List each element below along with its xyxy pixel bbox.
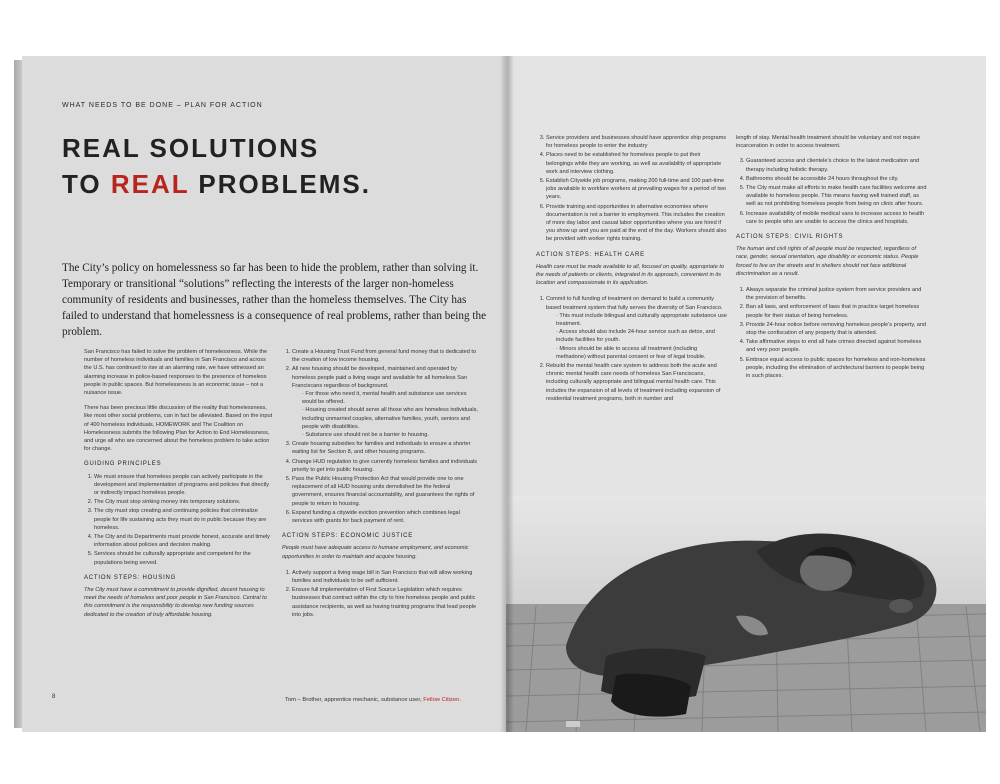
sub-item: · Substance use should not be a barrier to housing. xyxy=(302,432,429,439)
list-item: 6. Expand funding a citywide eviction prevention which combines legal services with grants for back payment of rent. xyxy=(292,509,478,525)
list-item: 6. Increase availability of mobile medical vans to increase access to health care to people who are unable to access the clinics and hospitals. xyxy=(746,210,928,226)
list-item: 1. We must ensure that homeless people can actively participate in the development and implementation of programs and policies that directly or indirectly impact homeless people. xyxy=(94,473,274,498)
list-item: 3. Create housing subsidies for families and individuals to ensure a shorter waiting list for Section 8, and other housing programs. xyxy=(292,440,478,456)
headline-line2-post: PROBLEMS. xyxy=(189,169,371,199)
column-3 xyxy=(536,134,728,410)
page-number: 8 xyxy=(52,694,56,700)
column-1 xyxy=(84,348,274,627)
list-item: 3. Guaranteed access and clientele’s choice to the latest medication and therapy including holistic therapy. xyxy=(746,157,928,173)
economic-justice-list xyxy=(282,569,478,619)
list-item xyxy=(546,295,728,361)
column-2 xyxy=(282,348,478,626)
list-item: 3. Provide 24-hour notice before removing homeless people’s property, and stop the confiscation of any property that is attended. xyxy=(746,321,928,337)
headline-red-word: REAL xyxy=(110,169,190,199)
list-item: 5. Embrace equal access to public spaces for homeless and non-homeless people, including the elimination of architectural barriers to people being in such places. xyxy=(746,356,928,381)
list-item: 4. The City and its Departments must provide honest, accurate and timely information about policies and decision making. xyxy=(94,533,274,549)
column-4 xyxy=(736,134,928,387)
headline-line2-pre: TO xyxy=(62,169,111,199)
caption-text: Tom – Brother, apprentice mechanic, substance user, xyxy=(285,697,424,703)
section-kicker: WHAT NEEDS TO BE DONE – PLAN FOR ACTION xyxy=(62,102,263,109)
intro-paragraph-1: San Francisco has failed to solve the problem of homelessness. While the number of homeless individuals and families in San Francisco and across the U.S. has continued to rise at an alarming rate, we have witnessed an alarming increase in police-based responses to the presence of homeless people in public spaces. But homelessness is an economic issue – not a nuisance issue. xyxy=(84,349,268,397)
sub-item: · Housing created should serve all those who are homeless individuals, including unmarried couples, alternative families, youth, seniors and people with disabilities. xyxy=(302,407,478,430)
list-item: 2. Ensure full implementation of First Source Legislation which requires businesses that contract within the city to hire homeless people and public assistance recipients, as well as having training programs that lead people into jobs. xyxy=(292,586,478,619)
list-item: 2. Rebuild the mental health care system to address both the acute and chronic mental health care needs of homeless San Franciscans, including culturally appropriate and bilingual mental health care. This includes the expansion of all levels of treatment including expansion of residential treatment programs, both in number and xyxy=(546,362,728,403)
sub-item: · Access should also include 24-hour service such as detox, and include facilities for youth. xyxy=(556,329,715,344)
civil-rights-list xyxy=(736,286,928,380)
continued-text: length of stay. Mental health treatment should be voluntary and not require incarceration in order to access treatment. xyxy=(736,135,920,150)
list-item: 3. The city must stop creating and continuing policies that criminalize people for life sustaining acts they must do in public because they are homeless. xyxy=(94,507,274,532)
list-item-text: All new housing should be developed, maintained and operated by homeless people paid a living wage and available for all homeless San Franciscans regardless of background. xyxy=(292,366,468,389)
list-item: 1. Always separate the criminal justice system from service providers and the provision of benefits. xyxy=(746,286,928,302)
list-item: 6. Provide training and opportunities in alternative economies where documentation is not a barrier to employment. This includes the creation of more day labor and casual labor opportunities where you are hired if you show up and you are paid at the end of the day. Workers should also be provided with worker rights training. xyxy=(546,203,728,244)
list-item-text: Commit to full funding of treatment on demand to build a community based treatment system that fully serves the diversity of San Francisco. xyxy=(546,296,723,311)
economic-justice-title: ACTION STEPS: ECONOMIC JUSTICE xyxy=(282,533,414,540)
civil-rights-title: ACTION STEPS: CIVIL RIGHTS xyxy=(736,234,844,241)
list-item xyxy=(292,365,478,439)
guiding-principles-list xyxy=(84,473,274,567)
book-spine xyxy=(500,56,514,732)
list-item: 5. Establish Citywide job programs, making 200 full-time and 100 part-time jobs available to workfare workers at prevailing wages for a period of two years. xyxy=(546,177,728,202)
health-care-intro: Health care must be made available to all, focused on quality, appropriate to the needs of patients or clients, integrated in its approach, convenient in its location and compassionate in its application. xyxy=(536,263,725,287)
list-item: 4. Change HUD regulation to give currently homeless families and individuals priority to get into public housing. xyxy=(292,458,478,474)
economic-justice-intro: People must have adequate access to humane employment, and economic opportunities in order to maintain and acquire housing. xyxy=(282,545,469,560)
health-care-title: ACTION STEPS: HEALTH CARE xyxy=(536,251,645,258)
sub-item: · This must include bilingual and culturally appropriate substance use treatment. xyxy=(556,312,727,328)
headline xyxy=(62,130,371,202)
list-item: 4. Take affirmative steps to end all hate crimes directed against homeless and very poor people. xyxy=(746,338,928,354)
housing-list xyxy=(282,348,478,525)
caption-red-text: Fellow Citizen. xyxy=(423,697,461,703)
housing-intro: The City must have a commitment to provide dignified, decent housing to meet the needs of homeless and poor people in San Francisco. Central to this commitment is the responsibility to develop new funding sources dedicated to the creation of truly affordable housing. xyxy=(84,587,267,618)
photo-homeless-man-sleeping xyxy=(506,496,986,732)
photo-caption xyxy=(285,697,461,703)
list-item: 2. The City must stop sinking money into temporary solutions. xyxy=(94,498,274,506)
list-item: 3. Service providers and businesses should have apprentice ship programs for homeless people to enter the industry xyxy=(546,134,728,150)
lead-paragraph: The City’s policy on homelessness so far has been to hide the problem, rather than solving it. Temporary or transitional “solutions” reflecting the interests of the larger non-homeless community of residents and businesses, rather than the homeless themselves. The City has failed to understand that homelessness is a consequence of real problems, rather than being the problem. xyxy=(62,262,487,338)
list-item: 5. Services should be culturally appropriate and competent for the populations being served. xyxy=(94,550,274,566)
sub-item: · Minors should be able to access all treatment (including methadone) without parental consent or fear of legal trouble. xyxy=(556,345,706,360)
economic-justice-list-cont xyxy=(536,134,728,244)
list-item: 1. Create a Housing Trust Fund from general fund money that is dedicated to the creation of low income housing. xyxy=(292,348,478,364)
list-item: 4. Places need to be established for homeless people to put their belongings while they are working, as well as availability of appropriate work and interview clothing. xyxy=(546,151,728,176)
intro-paragraph-2: There has been precious little discussion of the reality that homelessness, like most other social problems, can in fact be alleviated. Based on the input of 400 homeless individuals, HOMEWORK and The Coalition on Homelessness submits the following Plan for Action to End Homelessness, and urge all who are concerned about the homeless problem to take action for change. xyxy=(84,405,273,453)
health-care-list-cont xyxy=(736,157,928,226)
list-item: 5. The City must make all efforts to make health care facilities welcome and available to homeless people. This means having well trained staff, as well as not prohibiting homeless people from being on clinic after hours. xyxy=(746,184,928,209)
civil-rights-intro: The human and civil rights of all people must be respected, regardless of race, gender, sexual orientation, age disability or economic status. People forced to live on the streets and in shelters should not face additional discrimination as a result. xyxy=(736,246,919,277)
headline-line2 xyxy=(62,166,371,202)
sub-item: · For those who need it, mental health and substance use services would be offered. xyxy=(302,391,467,406)
health-care-list xyxy=(536,295,728,403)
list-item: 1. Actively support a living wage bill in San Francisco that will allow working families and individuals to be self sufficient. xyxy=(292,569,478,585)
guiding-principles-title: GUIDING PRINCIPLES xyxy=(84,461,162,468)
housing-title: ACTION STEPS: HOUSING xyxy=(84,574,177,581)
list-item: 5. Pass the Public Housing Protection Act that would provide one to one replacement of all HUD housing units demolished be the federal government, ensures financial accountability, and guarantees the rights of people to return to housing. xyxy=(292,475,478,508)
list-item: 4. Bathrooms should be accessible 24 hours throughout the city. xyxy=(746,175,928,183)
headline-line1: REAL SOLUTIONS xyxy=(62,133,320,163)
list-item: 2. Ban all laws, and enforcement of laws that in practice target homeless people for their status of being homeless. xyxy=(746,303,928,319)
